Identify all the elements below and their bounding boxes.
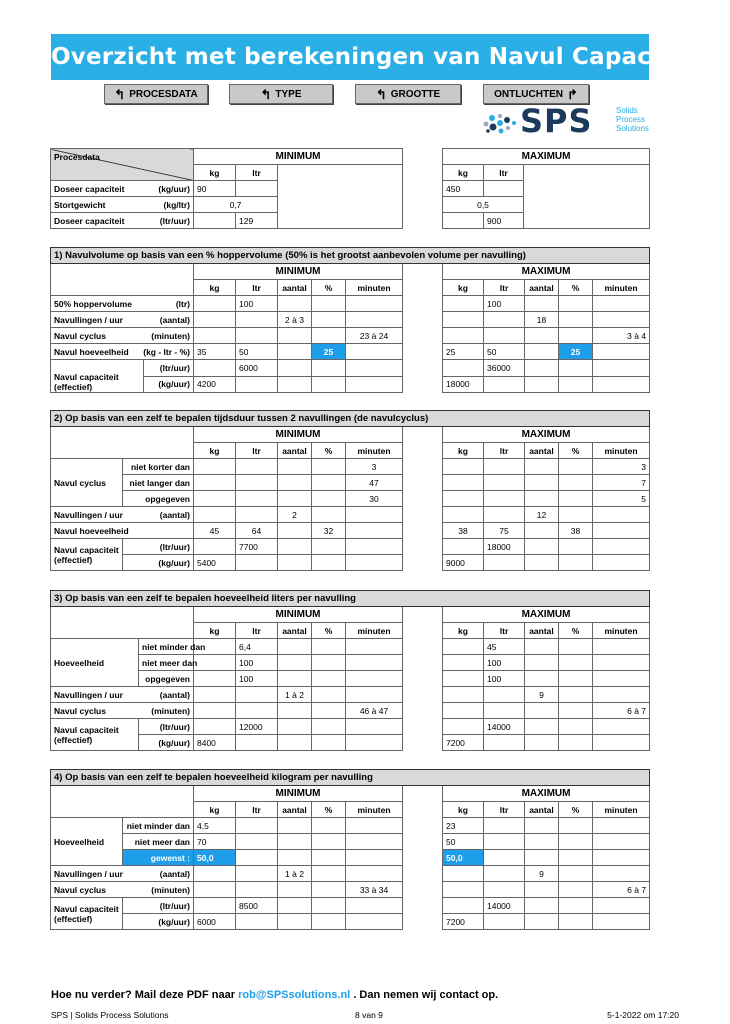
table-row: niet meer dan 70 50 — [51, 834, 650, 850]
contact-note: Hoe nu verder? Mail deze PDF naar rob@SPSsolutions.nl . Dan nemen wij contact op. — [51, 989, 499, 1001]
footer-date: 5-1-2022 om 17:20 — [607, 1010, 679, 1020]
table-row: Navul hoeveelheid 45 64 32 38 75 38 — [51, 523, 650, 539]
table-row: Navullingen / uur (aantal) 1 à 2 9 — [51, 866, 650, 882]
section-2-title: 2) Op basis van een zelf te bepalen tijdsduur tussen 2 navullingen (de navulcyclus) — [51, 411, 650, 427]
type-button[interactable]: ↰ TYPE — [229, 84, 333, 104]
table-row: Navul cyclus (minuten) 33 à 34 6 à 7 — [51, 882, 650, 898]
table-row: niet langer dan 47 7 — [51, 475, 650, 491]
section-4-table: 4) Op basis van een zelf te bepalen hoeveelheid kilogram per navulling MINIMUM MAXIMUM kg ltr aantal % minuten kg ltr aantal % minuten Hoeveelheid niet minder dan 4,5 23 niet meer dan 70 50 gewenst : 50,0 50,0 Navullingen / uur (aantal) 1 à 2 9 Navul cyclus (minuten) 33 à 34 6 à 7 Navul capaciteit (effectief) (ltr/uur) 8500 14000 (kg/uur) 6000 7200 — [50, 769, 650, 930]
minimum-header: MINIMUM — [194, 149, 403, 165]
table-row: Navul hoeveelheid (kg - ltr - %) 35 50 25 25 50 25 — [51, 344, 650, 360]
footer-company: SPS | Solids Process Solutions — [51, 1010, 169, 1020]
table-row: Navul capaciteit (effectief) (ltr/uur) 7700 18000 — [51, 539, 650, 555]
email-link[interactable]: rob@SPSsolutions.nl — [238, 989, 351, 1001]
page-title: Overzicht met berekeningen van Navul Capaciteit — [51, 34, 649, 80]
table-row: Navul capaciteit (effectief) (ltr/uur) 8500 14000 — [51, 898, 650, 914]
table-row: Navul capaciteit (effectief) (ltr/uur) 12000 14000 — [51, 719, 650, 735]
highlight-cell: 25 — [312, 344, 346, 360]
section-4-title: 4) Op basis van een zelf te bepalen hoeveelheid kilogram per navulling — [51, 770, 650, 786]
table-row — [51, 850, 650, 866]
section-2-table: 2) Op basis van een zelf te bepalen tijdsduur tussen 2 navullingen (de navulcyclus) MINIMUM MAXIMUM kg ltr aantal % minuten kg ltr aantal % minuten Navul cyclus niet korter dan 3 3 niet langer dan 47 7 opgegeven 30 5 Navullingen / uur (aantal) 2 12 Navul hoeveelheid 45 64 32 38 75 38 Navul capaciteit (effectief) (ltr/uur) 7700 18000 (kg/uur) 5400 9000 — [50, 410, 650, 571]
table-row: Navul cyclus niet korter dan 3 3 — [51, 459, 650, 475]
back-arrow-icon: ↰ — [260, 86, 272, 102]
table-row: Navul cyclus (minuten) 23 à 24 3 à 4 — [51, 328, 650, 344]
sps-logo: SPS Solids Process Solutions — [480, 104, 650, 138]
highlight-cell: 25 — [559, 344, 593, 360]
section-3-table: 3) Op basis van een zelf te bepalen hoeveelheid liters per navulling MINIMUM MAXIMUM kg ltr aantal % minuten kg ltr aantal % minuten Hoeveelheid niet minder dan 6,4 45 niet meer dan 100 100 opgegeven 100 100 Navullingen / uur (aantal) 1 à 2 9 Navul cyclus (minuten) 46 à 47 6 à 7 Navul capaciteit (effectief) (ltr/uur) 12000 14000 (kg/uur) 8400 7200 — [50, 590, 650, 751]
table-row: (kg/uur) 5400 9000 — [51, 555, 650, 571]
table-row: Hoeveelheid niet minder dan 4,5 23 — [51, 818, 650, 834]
dots-logo-icon — [480, 108, 518, 136]
table-row: Navullingen / uur (aantal) 1 à 2 9 — [51, 687, 650, 703]
table-row: opgegeven 30 5 — [51, 491, 650, 507]
back-arrow-icon: ↰ — [375, 86, 387, 102]
table-row: Navul cyclus (minuten) 46 à 47 6 à 7 — [51, 703, 650, 719]
table-row: Navullingen / uur (aantal) 2 à 3 18 — [51, 312, 650, 328]
maximum-header: MAXIMUM — [443, 149, 650, 165]
highlight-cell: gewenst : — [123, 850, 194, 866]
grootte-button[interactable]: ↰ GROOTTE — [355, 84, 461, 104]
table-row: Navullingen / uur (aantal) 2 12 — [51, 507, 650, 523]
procesdata-button[interactable]: ↰ PROCESDATA — [104, 84, 208, 104]
table-row: opgegeven 100 100 — [51, 671, 650, 687]
section-3-title: 3) Op basis van een zelf te bepalen hoeveelheid liters per navulling — [51, 591, 650, 607]
footer-page-number: 8 van 9 — [355, 1010, 383, 1020]
section-1-table: 1) Navulvolume op basis van een % hoppervolume (50% is het grootst aanbevolen volume per navulling) MINIMUM MAXIMUM kg ltr aantal % minuten kg ltr aantal % minuten 50% hoppervolume (ltr) 100 100 Navullingen / uur (aantal) 2 à 3 18 Navul cyclus (minuten) 23 à 24 3 à 4 Navul hoeveelheid (kg - ltr - %) 35 50 25 25 50 25 Navul capaciteit (effectief) (ltr/uur) (kg/uur) 6000 36000 4200 18000 — [50, 247, 650, 393]
table-row: Hoeveelheid niet minder dan 6,4 45 — [51, 639, 650, 655]
table-row: 4200 18000 — [51, 376, 650, 393]
highlight-cell: 50,0 — [194, 850, 236, 866]
table-row: (kg/uur) 6000 7200 — [51, 914, 650, 930]
back-arrow-icon: ↰ — [114, 86, 126, 102]
table-row: Navul capaciteit (effectief) (ltr/uur) (kg/uur) 6000 36000 — [51, 360, 650, 377]
table-row: (kg/uur) 8400 7200 — [51, 735, 650, 751]
table-row: Doseer capaciteit (kg/uur) 90 450 — [51, 181, 650, 197]
highlight-cell: 50,0 — [443, 850, 484, 866]
procesdata-table: Procesdata MINIMUM MAXIMUM kg ltr kg ltr Doseer capaciteit (kg/uur) 90 450 Stortgewicht (kg/ltr) 0,7 0,5 Doseer capaciteit (ltr/uur) 129 900 — [50, 148, 650, 229]
table-row: niet meer dan 100 100 — [51, 655, 650, 671]
procesdata-header: Procesdata — [51, 149, 194, 181]
table-row: 50% hoppervolume (ltr) 100 100 — [51, 296, 650, 312]
table-row: Stortgewicht (kg/ltr) 0,7 0,5 — [51, 197, 650, 213]
forward-arrow-icon: ↱ — [566, 86, 578, 102]
ontluchten-button[interactable]: ONTLUCHTEN ↱ — [483, 84, 589, 104]
section-1-title: 1) Navulvolume op basis van een % hoppervolume (50% is het grootst aanbevolen volume per navulling) — [51, 248, 650, 264]
table-row: Doseer capaciteit (ltr/uur) 129 900 — [51, 213, 650, 229]
